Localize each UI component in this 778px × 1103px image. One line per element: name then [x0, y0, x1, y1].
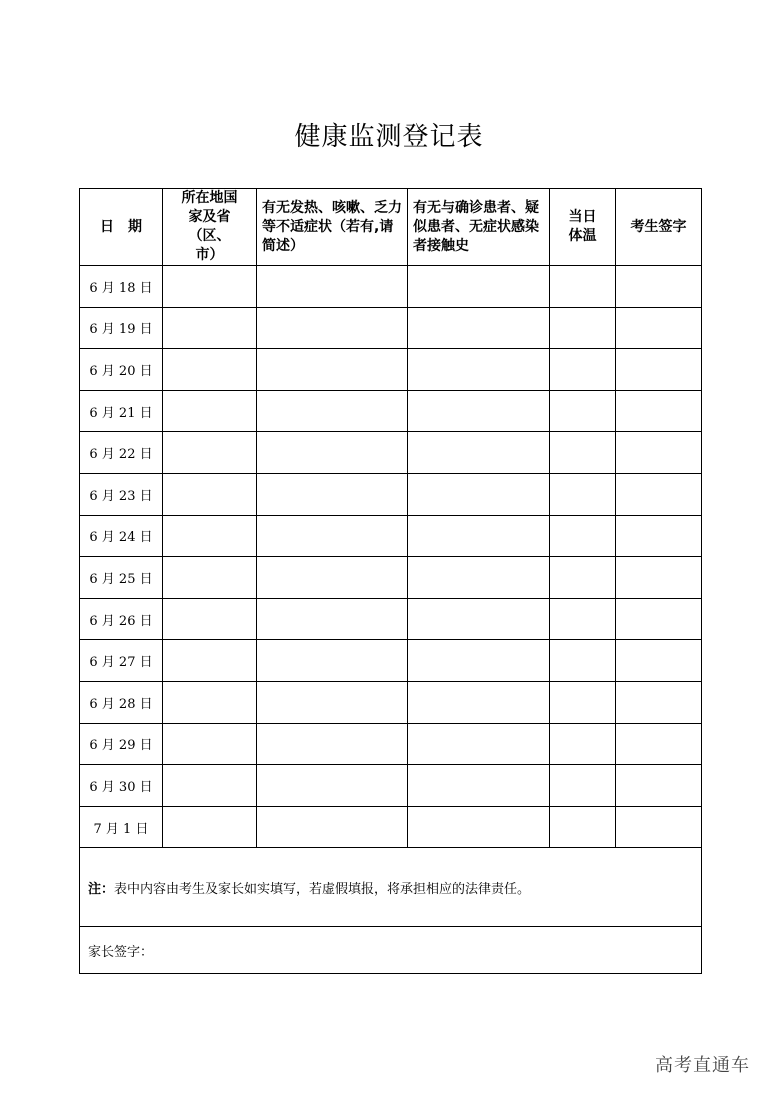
table-row — [80, 681, 702, 723]
contact-history-cell[interactable] — [408, 349, 550, 391]
temperature-cell[interactable] — [550, 266, 616, 308]
table-row — [80, 473, 702, 515]
header-row — [80, 189, 702, 266]
symptoms-cell[interactable] — [257, 681, 408, 723]
parent-signature-row — [80, 927, 702, 974]
student-signature-cell[interactable] — [616, 765, 702, 807]
table-row — [80, 765, 702, 807]
table-row — [80, 266, 702, 308]
date-cell: 6 月 19 日 — [80, 307, 163, 349]
temperature-cell[interactable] — [550, 765, 616, 807]
contact-history-cell[interactable] — [408, 515, 550, 557]
date-cell: 6 月 28 日 — [80, 681, 163, 723]
parent-signature-label: 家长签字： — [88, 944, 154, 960]
student-signature-cell[interactable] — [616, 266, 702, 308]
table-row — [80, 515, 702, 557]
page-title: 健康监测登记表 — [294, 122, 484, 152]
note-cell — [80, 848, 702, 927]
date-cell: 6 月 27 日 — [80, 640, 163, 682]
contact-history-cell[interactable] — [408, 598, 550, 640]
location-cell[interactable] — [163, 723, 257, 765]
temperature-cell[interactable] — [550, 806, 616, 848]
watermark: 高考直通车 — [655, 1055, 750, 1076]
date-cell: 6 月 21 日 — [80, 390, 163, 432]
contact-history-cell[interactable] — [408, 723, 550, 765]
contact-history-cell[interactable] — [408, 557, 550, 599]
temperature-cell[interactable] — [550, 640, 616, 682]
table-row — [80, 307, 702, 349]
date-cell: 6 月 25 日 — [80, 557, 163, 599]
student-signature-cell[interactable] — [616, 349, 702, 391]
contact-history-cell[interactable] — [408, 266, 550, 308]
header-location-text: 所在地国家及省（区、市） — [181, 190, 238, 263]
student-signature-cell[interactable] — [616, 598, 702, 640]
temperature-cell[interactable] — [550, 557, 616, 599]
health-monitoring-table — [79, 188, 702, 974]
table-row — [80, 598, 702, 640]
student-signature-cell[interactable] — [616, 515, 702, 557]
temperature-cell[interactable] — [550, 681, 616, 723]
table-row — [80, 557, 702, 599]
date-cell: 6 月 30 日 — [80, 765, 163, 807]
temperature-cell[interactable] — [550, 723, 616, 765]
student-signature-cell[interactable] — [616, 557, 702, 599]
symptoms-cell[interactable] — [257, 266, 408, 308]
header-date: 日 期 — [80, 189, 163, 266]
date-cell: 6 月 23 日 — [80, 473, 163, 515]
date-cell: 6 月 24 日 — [80, 515, 163, 557]
contact-history-cell[interactable] — [408, 640, 550, 682]
location-cell[interactable] — [163, 307, 257, 349]
contact-history-cell[interactable] — [408, 432, 550, 474]
contact-history-cell[interactable] — [408, 806, 550, 848]
student-signature-cell[interactable] — [616, 473, 702, 515]
contact-history-cell[interactable] — [408, 473, 550, 515]
contact-history-cell[interactable] — [408, 390, 550, 432]
table-row — [80, 390, 702, 432]
note-row — [80, 848, 702, 927]
student-signature-cell[interactable] — [616, 432, 702, 474]
date-cell: 6 月 26 日 — [80, 598, 163, 640]
symptoms-cell[interactable] — [257, 765, 408, 807]
location-cell[interactable] — [163, 432, 257, 474]
date-cell: 7 月 1 日 — [80, 806, 163, 848]
location-cell[interactable] — [163, 266, 257, 308]
student-signature-cell[interactable] — [616, 640, 702, 682]
student-signature-cell[interactable] — [616, 723, 702, 765]
contact-history-cell[interactable] — [408, 681, 550, 723]
header-temperature — [550, 189, 616, 266]
date-cell: 6 月 29 日 — [80, 723, 163, 765]
symptoms-cell[interactable] — [257, 390, 408, 432]
location-cell[interactable] — [163, 515, 257, 557]
location-cell[interactable] — [163, 557, 257, 599]
symptoms-cell[interactable] — [257, 806, 408, 848]
header-location — [163, 189, 257, 266]
student-signature-cell[interactable] — [616, 307, 702, 349]
location-cell[interactable] — [163, 681, 257, 723]
temperature-cell[interactable] — [550, 515, 616, 557]
symptoms-cell[interactable] — [257, 432, 408, 474]
header-contact-history: 有无与确诊患者、疑似患者、无症状感染者接触史 — [408, 189, 550, 266]
symptoms-cell[interactable] — [257, 349, 408, 391]
temperature-cell[interactable] — [550, 432, 616, 474]
location-cell[interactable] — [163, 598, 257, 640]
table-row — [80, 806, 702, 848]
location-cell[interactable] — [163, 765, 257, 807]
symptoms-cell[interactable] — [257, 557, 408, 599]
note-label: 注： — [88, 881, 115, 897]
header-temperature-text: 当日体温 — [568, 209, 597, 244]
table-row — [80, 349, 702, 391]
symptoms-cell[interactable] — [257, 640, 408, 682]
note-text: 表中内容由考生及家长如实填写，若虚假填报，将承担相应的法律责任。 — [114, 881, 531, 897]
parent-signature-cell[interactable] — [80, 927, 702, 974]
location-cell[interactable] — [163, 806, 257, 848]
location-cell[interactable] — [163, 349, 257, 391]
contact-history-cell[interactable] — [408, 765, 550, 807]
temperature-cell[interactable] — [550, 307, 616, 349]
header-student-signature: 考生签字 — [616, 189, 702, 266]
temperature-cell[interactable] — [550, 473, 616, 515]
date-cell: 6 月 20 日 — [80, 349, 163, 391]
location-cell[interactable] — [163, 473, 257, 515]
contact-history-cell[interactable] — [408, 307, 550, 349]
symptoms-cell[interactable] — [257, 723, 408, 765]
table-row — [80, 432, 702, 474]
symptoms-cell[interactable] — [257, 473, 408, 515]
student-signature-cell[interactable] — [616, 806, 702, 848]
location-cell[interactable] — [163, 640, 257, 682]
location-cell[interactable] — [163, 390, 257, 432]
table-row — [80, 640, 702, 682]
table-row — [80, 723, 702, 765]
temperature-cell[interactable] — [550, 390, 616, 432]
student-signature-cell[interactable] — [616, 681, 702, 723]
temperature-cell[interactable] — [550, 598, 616, 640]
header-symptoms: 有无发热、咳嗽、乏力等不适症状（若有,请简述） — [257, 189, 408, 266]
temperature-cell[interactable] — [550, 349, 616, 391]
date-cell: 6 月 18 日 — [80, 266, 163, 308]
student-signature-cell[interactable] — [616, 390, 702, 432]
symptoms-cell[interactable] — [257, 598, 408, 640]
symptoms-cell[interactable] — [257, 515, 408, 557]
symptoms-cell[interactable] — [257, 307, 408, 349]
date-cell: 6 月 22 日 — [80, 432, 163, 474]
